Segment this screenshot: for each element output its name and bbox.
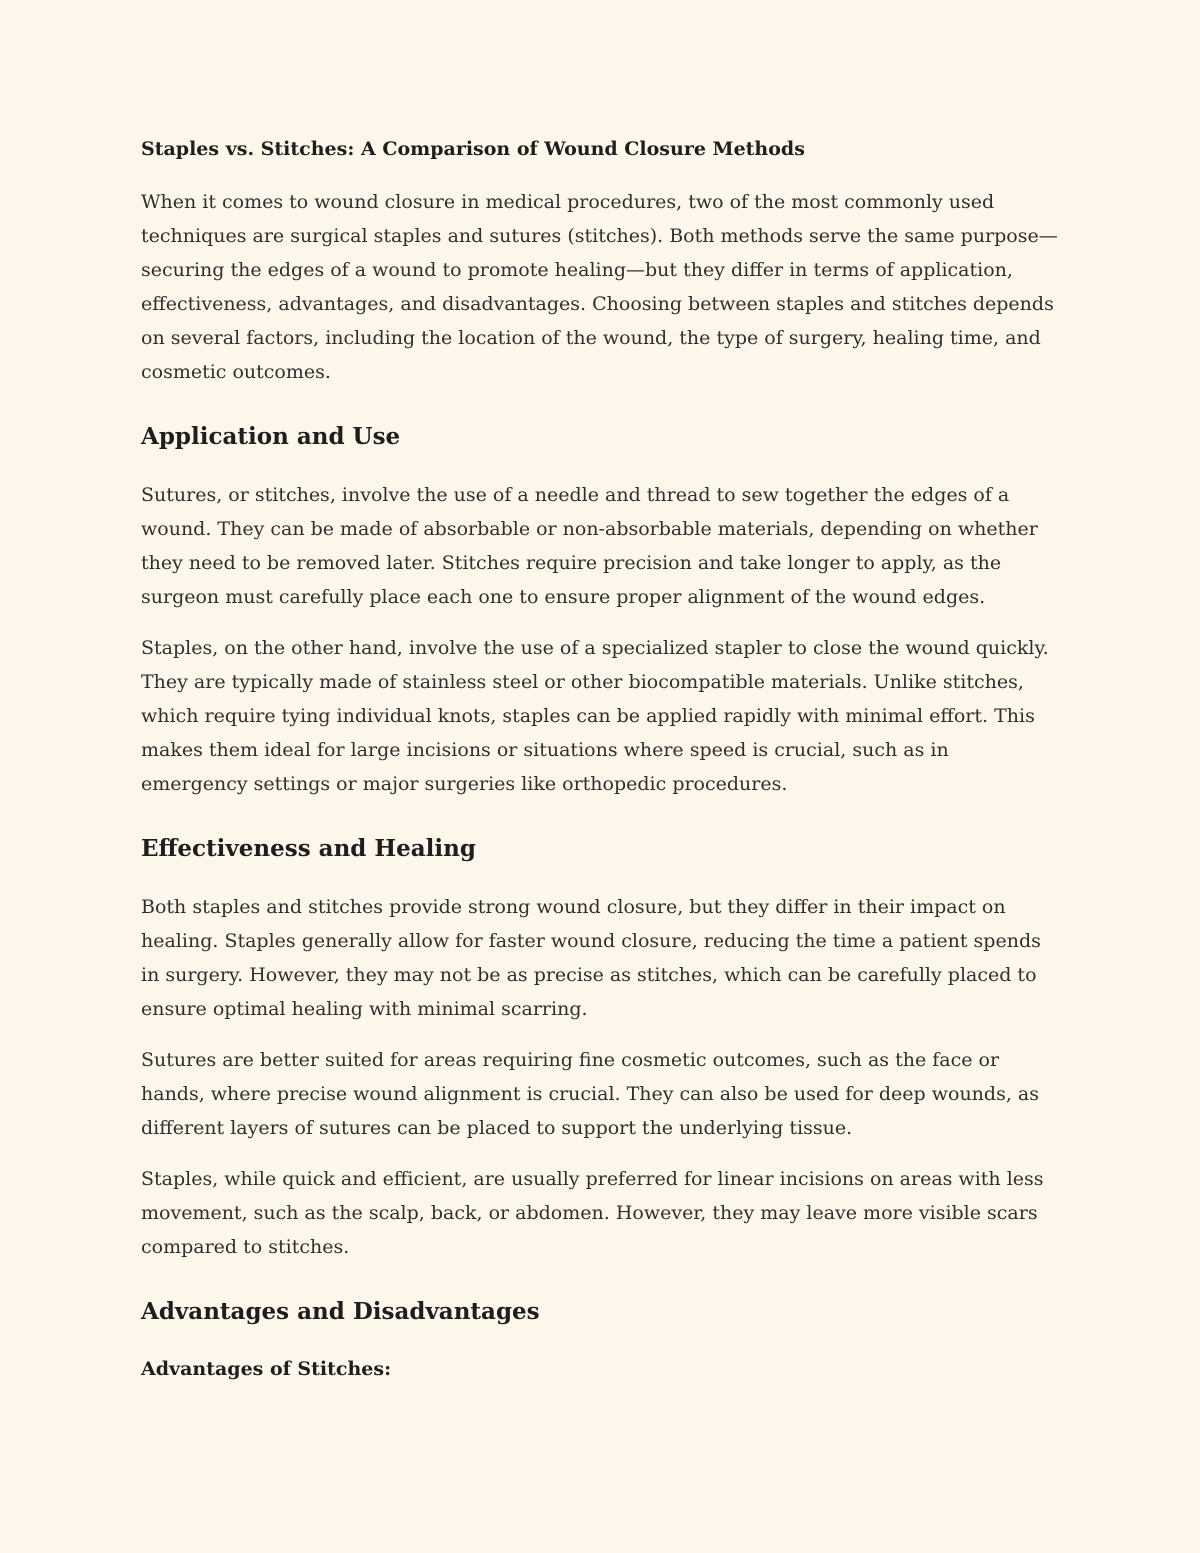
subheading-advantages-of-stitches: Advantages of Stitches: — [141, 1358, 392, 1380]
document-title: Staples vs. Stitches: A Comparison of Wound Closure Methods — [141, 138, 805, 160]
effectiveness-paragraph-staples: Staples, while quick and efficient, are usually preferred for linear incisions on areas with less movement, such as the scalp, back, or abdomen. However, they may leave more visible scars compared to stitches. — [141, 1168, 1044, 1258]
effectiveness-paragraph-sutures: Sutures are better suited for areas requiring fine cosmetic outcomes, such as the face or hands, where precise wound alignment is crucial. They can also be used for deep wounds, as different layers of sutures can be placed to support the underlying tissue. — [141, 1049, 1039, 1139]
section-heading-effectiveness: Effectiveness and Healing — [141, 835, 476, 862]
effectiveness-paragraph-closure: Both staples and stitches provide strong wound closure, but they differ in their impact on healing. Staples generally allow for faster wound closure, reducing the time a patient spends in surgery. However, they may not be as precise as stitches, which can be carefully placed to ensure optimal healing with minimal scarring. — [141, 896, 1041, 1020]
section-heading-application: Application and Use — [141, 423, 401, 450]
application-paragraph-sutures: Sutures, or stitches, involve the use of a needle and thread to sew together the edges of a wound. They can be made of absorbable or non-absorbable materials, depending on whether they need to be removed later. Stitches require precision and take longer to apply, as the surgeon must carefully place each one to ensure proper alignment of the wound edges. — [141, 484, 1038, 608]
application-paragraph-staples: Staples, on the other hand, involve the use of a specialized stapler to close the wound quickly. They are typically made of stainless steel or other biocompatible materials. Unlike stitches, which require tying individual knots, staples can be applied rapidly with minimal effort. This makes them ideal for large incisions or situations where speed is crucial, such as in emergency settings or major surgeries like orthopedic procedures. — [141, 637, 1049, 795]
intro-paragraph: When it comes to wound closure in medical procedures, two of the most commonly used techniques are surgical staples and sutures (stitches). Both methods serve the same purpose—securing the edges of a wound to promote healing—but they differ in terms of application, effectiveness, advantages, and disadvantages. Choosing between staples and stitches depends on several factors, including the location of the wound, the type of surgery, healing time, and cosmetic outcomes. — [141, 191, 1058, 383]
section-heading-advantages: Advantages and Disadvantages — [141, 1298, 540, 1325]
